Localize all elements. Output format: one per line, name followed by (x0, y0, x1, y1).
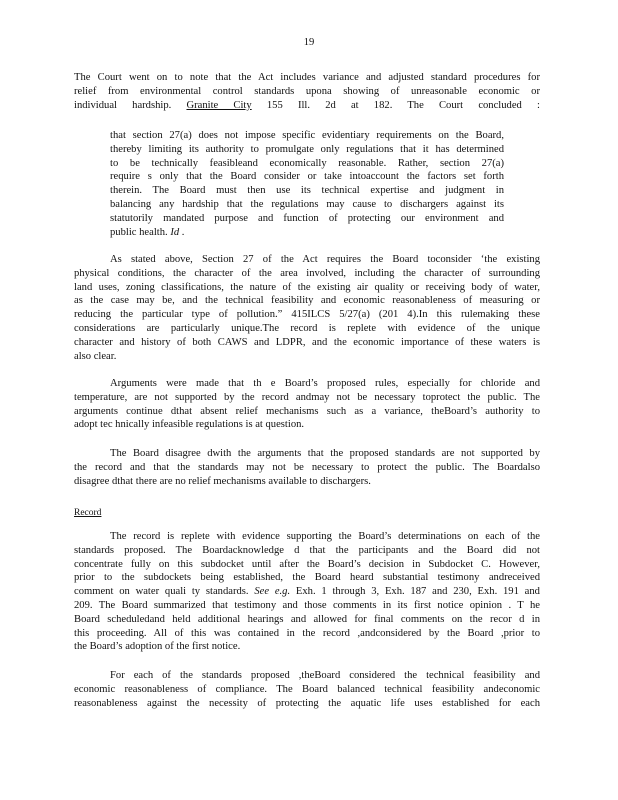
text-line: concentrate fully on this subdocket until after the Board’s decision in Subdocket C. However, (74, 558, 540, 570)
text-line: prior to the subdockets being established, the Board heard substantial testimony andreceived (74, 572, 540, 584)
text-line: economic reasonableness of compliance. The Board balanced technical feasibility andeconomic (74, 683, 540, 695)
paragraph-3 (74, 377, 540, 432)
text-line: standards proposed. The Boardacknowledge d that the participants and the Board did not (74, 544, 540, 556)
quote-line: balancing any hardship that the regulations may cause to dischargers against its (110, 198, 504, 210)
text-line: physical conditions, the character of the area involved, including the character of surrounding (74, 267, 540, 279)
text-line: As stated above, Section 27 of the Act requires the Board toconsider ‘the existing (110, 254, 540, 265)
text-line: individual hardship. Granite City 155 Ill. 2d at 182. The Court concluded : (74, 99, 540, 111)
text-line: relief from environmental control standards upona showing of unreasonable economic or (74, 85, 540, 97)
id-citation: Id (170, 226, 180, 238)
text-line: this proceeding. All of this was contained in the record ,andconsidered by the Board ,prior to (74, 627, 540, 639)
text-line: The Court went on to note that the Act includes variance and adjusted standard procedures for (74, 72, 540, 83)
text-line: For each of the standards proposed ,theBoard considered the technical feasibility and (110, 670, 540, 681)
quote-line: therein. The Board must then use its technical expertise and judgment in (110, 185, 504, 197)
text-line: considerations are particularly unique.The record is replete with evidence of the unique (74, 322, 540, 334)
paragraph-6 (74, 669, 540, 710)
paragraph-4 (74, 447, 540, 488)
block-quote (110, 129, 504, 239)
paragraph-1 (74, 71, 540, 112)
text-line: the Board’s adoption of the first notice. (74, 641, 241, 653)
text-line: comment on water quali ty standards. See e.g. Exh. 1 through 3, Exh. 187 and 230, Exh. 191 and (74, 586, 540, 598)
text-line: also clear. (74, 350, 117, 362)
text-line: the record and that the standards may not be necessary to protect the public. The Boardalso (74, 461, 540, 473)
page-number: 19 (303, 37, 315, 48)
section-heading-record: Record (74, 508, 102, 518)
text-line: The Board disagree dwith the arguments that the proposed standards are not supported by (110, 448, 540, 459)
text-line: temperature, are not supported by the record andmay not be necessary toprotect the public. The (74, 391, 540, 403)
text-line: adopt tec hnically infeasible regulations is at question. (74, 419, 305, 431)
quote-line: require s only that the Board consider or take intoaccount the factors set forth (110, 171, 504, 183)
paragraph-5 (74, 530, 540, 654)
text-line: as the case may be, and the technical feasibility and economic reasonableness of measuring or (74, 295, 540, 307)
text-line: land uses, zoning classifications, the nature of the existing air quality or receiving body of water, (74, 281, 540, 293)
text-line: Arguments were made that th e Board’s proposed rules, especially for chloride and (110, 378, 540, 389)
quote-line: statutorily mandated purpose and function of protecting our environment and (110, 212, 504, 224)
text-line: The record is replete with evidence supporting the Board’s determinations on each of the (110, 531, 540, 542)
quote-line: to be technically feasibleand economically reasonable. Rather, section 27(a) (110, 157, 504, 169)
text-line: arguments continue dthat absent relief mechanisms such as a variance, theBoard’s authority to (74, 405, 540, 417)
see-signal: See e.g. (254, 586, 291, 598)
quote-line: thereby limiting its authority to promulgate only regulations that it has determined (110, 143, 504, 155)
text-line: reasonableness against the necessity of protecting the aquatic life uses established for each (74, 697, 540, 709)
text-line: disagree dthat there are no relief mechanisms available to dischargers. (74, 475, 371, 487)
case-citation: Granite City (186, 99, 252, 111)
text-line: Board scheduledand held additional hearings and allowed for final comments on the recor d in (74, 613, 540, 625)
text-line: 209. The Board summarized that testimony and those comments in its first notice opinion . T he (74, 599, 540, 611)
quote-line: public health. Id . (110, 226, 185, 238)
quote-line: that section 27(a) does not impose specific evidentiary requirements on the Board, (110, 130, 504, 141)
text-line: reducing the particular type of pollution.” 415ILCS 5/27(a) (201 4).In this rulemaking these (74, 309, 540, 321)
text-line: character and history of both CAWS and LDPR, and the economic importance of these waters is (74, 336, 540, 348)
paragraph-2 (74, 253, 540, 363)
